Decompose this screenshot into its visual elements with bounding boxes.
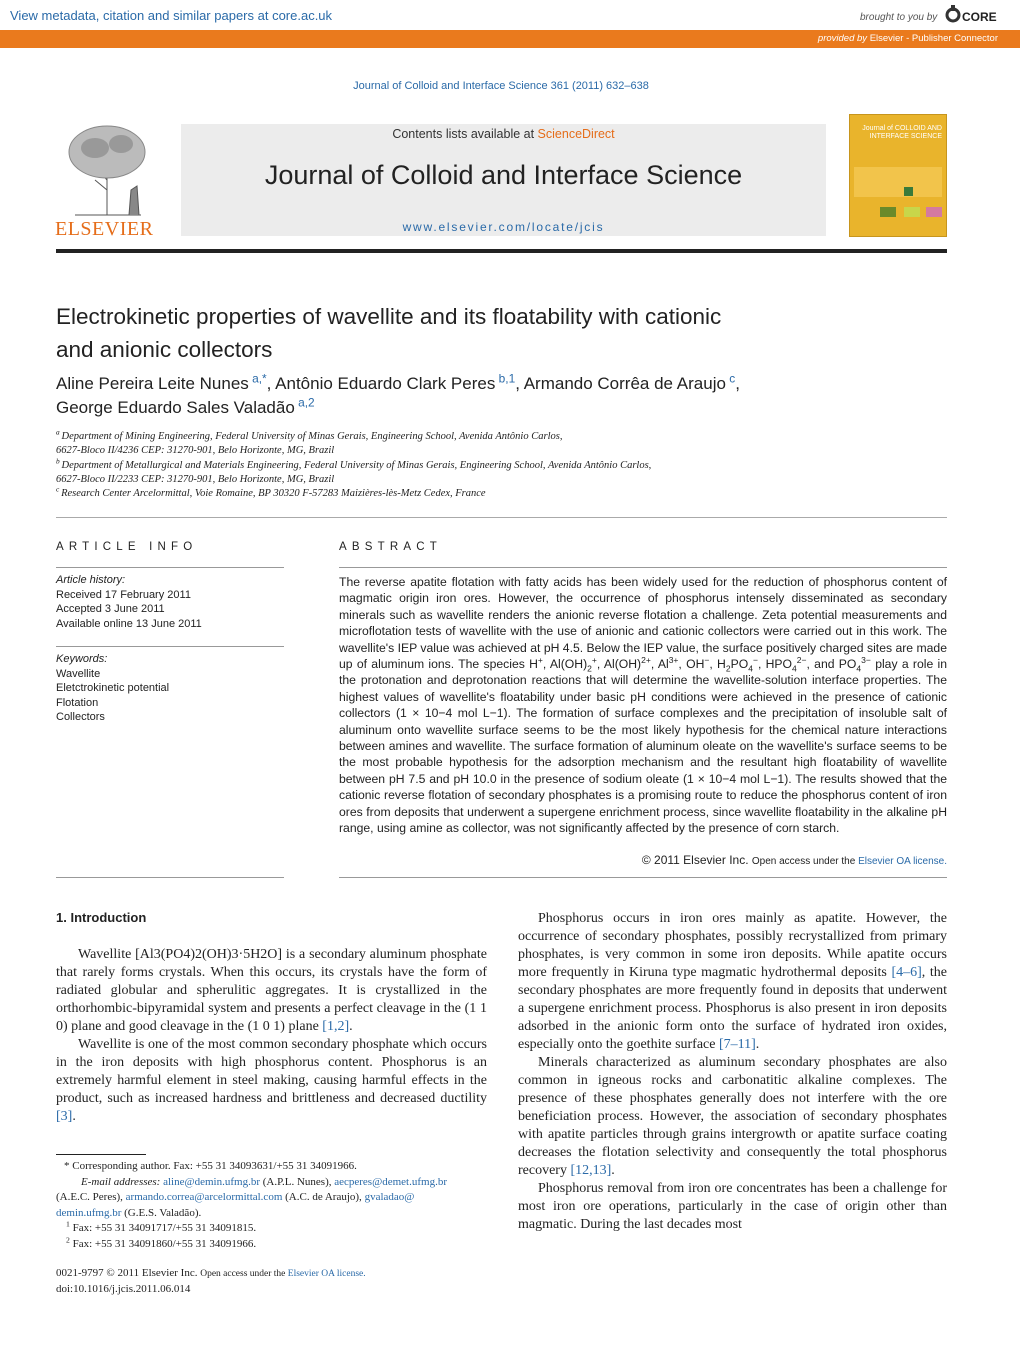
masthead-box xyxy=(181,124,826,236)
masthead-rule xyxy=(56,249,947,253)
abstract-text: The reverse apatite flotation with fatty acids has been widely used for the reduction of phosphorus content of magmatic origin iron ores. However, the occurrence of phosphorus intensely disseminated as secondary minerals such as wavellite renders the anionic reverse flotation a challenge. Zeta potential measurements and microflotation tests of wavellite with the use of anionic and cationic collectors were carried out in this work. The wavellite's IEP value was achieved at pH 4.5. Below the IEP value, the surface positively charged sites are made up of aluminum ions. The species H+, $Al(OH)_2^+$, Al(OH)$^{2+}$, $Al^{3+}$, OH−, $H_2PO_4^-$, $HPO_4^{2-}$, and $PO_4^{3-}$ play a role in the protonation and deprotonation reactions that will determine the wavellite-solution interface properties. The highest values of wavellite's floatability under basic pH conditions were achieved in the presence of cationic collectors (1 × 10−4 mol L−1). The formation of surface complexes and the precipitation of insoluble salt of aluminum onto wavellite surface seems to be the most likely hypothesis for the chemical nature interactions between amines and wavellite. The surface formation of aluminum oleate on the wavellite's surface seems to be the most probable hypothesis for the adsorption mechanism and the resultant high floatability of wavellite between pH 7.5 and pH 10.0 in the presence of sodium oleate (1 × 10−4 mol L−1). The results showed that the cationic reverse flotation of secondary phosphates is a promising route to reduce the phosphorus content of iron ores from deposits that underwent a supergene enrichment process, since wavellite floatability in the alkaline pH range, using amine as collector, was not significantly affected by the presence of corn starch. xyxy=(339,575,947,836)
publisher-logo-text: ELSEVIER xyxy=(55,218,154,240)
keyword: Collectors xyxy=(56,711,105,724)
author-list: Aline Pereira Leite Nunes $^{a,*}$, Antônio Eduardo Clark Peres $^{b,1}$, Armando Corrêa de Araujo $^c$, George Eduardo Sales Valadão $^{a,2}$ xyxy=(56,371,740,417)
brought-by-text: brought to you by xyxy=(860,12,938,23)
journal-url[interactable]: www.elsevier.com/locate/jcis xyxy=(402,220,605,234)
ref-1-2[interactable]: [1,2] xyxy=(322,1019,350,1034)
journal-reference[interactable]: Journal of Colloid and Interface Science 361 (2011) 632–638 xyxy=(353,80,649,92)
oa-license-link[interactable]: Elsevier OA license. xyxy=(858,856,947,867)
provider-bar xyxy=(0,30,1020,48)
keyword: Eletctrokinetic potential xyxy=(56,682,170,695)
right-paragraph-1: Phosphorus occurs in iron ores mainly as apatite. However, the occurrence of secondary phosphates, possibly recrystallized from primary phosphates, is very common in some iron deposits. While apatite occurs more frequently in Kiruna type magmatic hydrothermal deposits [4–6], the secondary phosphates are more frequently found in deposits that underwent a supergene enrichment process. Phosphorus is also present in iron deposits adsorbed in the anionic form onto the surface of hydrated iron oxides, especially onto the goethite surface [7–11]. xyxy=(518,911,947,1052)
core-banner xyxy=(0,0,1020,30)
email-link-1[interactable]: aline@demin.ufmg.br xyxy=(163,1175,260,1188)
affiliations: $^a$ Department of Mining Engineering, Federal University of Minas Gerais, Engineering School, Avenida Antônio Carlos, 6627-Bloco II/4236 CEP: 31270-901, Belo Horizonte, MG, Brazil $^b$ Department of Metallurgical and Materials Engineering, Federal University of Minas Gerais, Engineering School, Avenida Antônio Carlos, 6627-Bloco II/2233 CEP: 31270-901, Belo Horizonte, MG, Brazil $^c$ Research Center Arcelormittal, Voie Romaine, BP 30320 F-57283 Maizières-lès-Metz Cedex, France xyxy=(56,430,956,501)
core-label: CORE xyxy=(962,10,997,24)
affil-rule xyxy=(56,517,947,518)
intro-right-column xyxy=(518,910,947,1234)
sciencedirect-link[interactable]: ScienceDirect xyxy=(537,127,615,141)
cover-title: Journal of COLLOID AND INTERFACE SCIENCE xyxy=(862,125,942,140)
author-name: George Eduardo Sales Valadão xyxy=(56,398,295,417)
keyword: Flotation xyxy=(56,696,99,709)
article-history: Article history: Received 17 February 2011 Accepted 3 June 2011 Available online 13 June 2011 xyxy=(56,574,202,630)
ref-3[interactable]: [3] xyxy=(56,1109,73,1124)
elsevier-logo xyxy=(55,120,161,240)
journal-cover xyxy=(849,114,947,237)
core-metadata-link[interactable]: View metadata, citation and similar papers at core.ac.uk xyxy=(10,8,333,23)
intro-heading: 1. Introduction xyxy=(56,910,147,925)
intro-paragraph-2: Wavellite is one of the most common secondary phosphate which occurs in the iron deposits with high phosphorus content. Phosphorus is an extremely harmful element in steel making, causing harmful effects in the product, such as increased hardness and brittleness and decreased ductility [3]. xyxy=(56,1037,487,1124)
provided-by-label: provided by xyxy=(817,33,868,44)
contents-label: Contents lists available at xyxy=(392,127,538,141)
right-paragraph-3: Phosphorus removal from iron ore concentrates has been a challenge for most iron ore operations, particularly in the case of origin other than magmatic. During the last decades most xyxy=(518,1181,947,1232)
core-logo-icon xyxy=(944,4,962,22)
affiliation: $^c$ Research Center Arcelormittal, Voie Romaine, BP 30320 F-57283 Maizières-lès-Metz Cedex, France xyxy=(56,484,486,500)
keywords: Keywords: Wavellite Eletctrokinetic potential Flotation Collectors xyxy=(56,652,284,725)
provider-name[interactable]: Elsevier - Publisher Connector xyxy=(869,33,998,44)
footnotes: * Corresponding author. Fax: +55 31 34093631/+55 31 34091966. E-mail addresses: aline@demin.ufmg.br (A.P.L. Nunes), aecperes@demet.ufmg.br (A.E.C. Peres), armando.correa@arcelormittal.com (A.C. de Araujo), gvaladao@ demin.ufmg.br (G.E.S. Valadão). $^1$ Fax: +55 31 34091717/+55 31 34091815. $^2$ Fax: +55 31 34091860/+55 31 34091966. xyxy=(56,1160,447,1250)
keyword: Wavellite xyxy=(56,667,101,680)
issn-doi: 0021-9797 © 2011 Elsevier Inc. Open access under the Elsevier OA license. doi:10.1016/j.jcis.2011.06.014 xyxy=(56,1267,366,1295)
journal-title: Journal of Colloid and Interface Science xyxy=(264,160,743,190)
email-link-3[interactable]: armando.correa@arcelormittal.com xyxy=(125,1191,283,1203)
affiliation: $^a$ Department of Mining Engineering, Federal University of Minas Gerais, Engineering School, Avenida Antônio Carlos, xyxy=(56,427,563,442)
author-name: Aline Pereira Leite Nunes xyxy=(56,374,249,393)
email-link-4[interactable]: gvaladao@ xyxy=(364,1191,415,1203)
author-affiliation-mark[interactable]: c xyxy=(725,371,736,386)
email-link-2[interactable]: aecperes@demet.ufmg.br xyxy=(334,1175,447,1188)
author-affiliation-mark[interactable]: b,1 xyxy=(495,371,516,386)
article-info-header: ARTICLE INFO xyxy=(56,541,198,553)
article-title: Electrokinetic properties of wavellite and its floatability with cationic and anionic collectors xyxy=(56,304,722,362)
affiliation: $^b$ Department of Metallurgical and Materials Engineering, Federal University of Minas Gerais, Engineering School, Avenida Antônio Carlos, xyxy=(56,456,652,471)
author-name: Armando Corrêa de Araujo xyxy=(523,374,726,393)
abstract-header: ABSTRACT xyxy=(339,541,442,553)
intro-paragraph-1: Wavellite [Al3(PO4)2(OH)3·5H2O] is a secondary aluminum phosphate that rarely forms crystals. When this occurs, its crystals have the form of radiated globular and spherulitic aggregates. It is crystallized in the orthorhombic-bipyramidal system and presents a perfect cleavage in the (1 1 0) plane and good cleavage in the (1 0 1) plane [1,2]. xyxy=(56,947,487,1034)
author-affiliation-mark[interactable]: a,2 xyxy=(294,395,315,410)
author-name: Antônio Eduardo Clark Peres xyxy=(275,374,496,393)
intro-left-column xyxy=(56,946,487,1126)
elsevier-tree-icon xyxy=(55,120,161,218)
author-affiliation-mark[interactable]: a,* xyxy=(248,371,267,386)
right-paragraph-2: Minerals characterized as aluminum secondary phosphates are also common in igneous rocks and carbonatitic alkaline complexes. The presence of these phosphates generally does not interfere with the ore beneficiation process. However, the association of secondary phosphates with apatite particles through grains intergrowth or apatite surface coating decreases the flotation selectivity and consequently the total phosphorus recovery [12,13]. xyxy=(518,1055,947,1178)
copyright-line: © 2011 Elsevier Inc. Open access under the Elsevier OA license. xyxy=(641,853,947,867)
